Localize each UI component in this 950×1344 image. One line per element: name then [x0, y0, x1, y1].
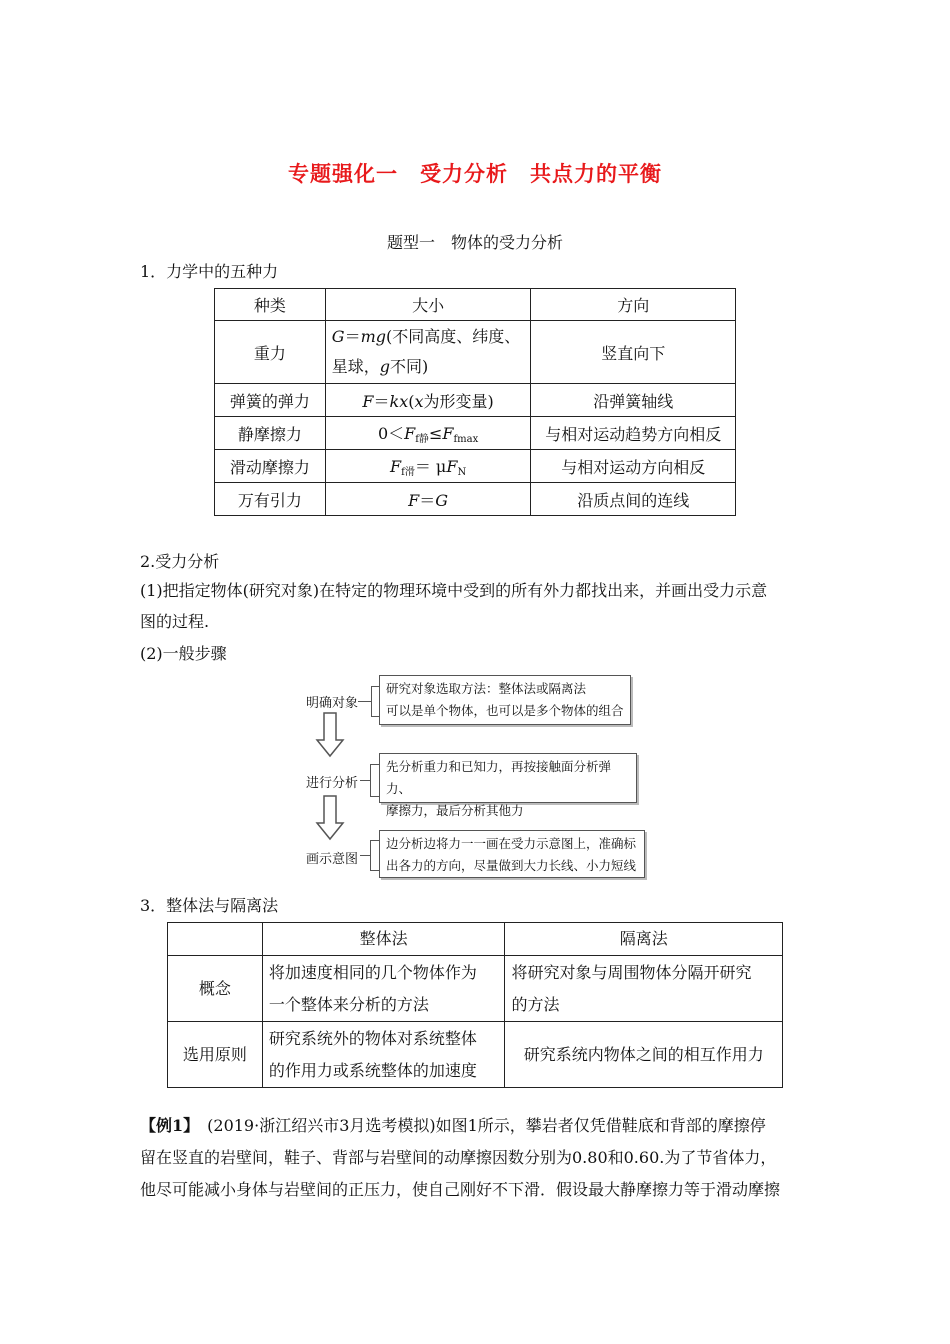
header-cell: 整体法 — [262, 923, 505, 956]
method-row-name: 选用原则 — [168, 1022, 263, 1088]
flow-step-label: 明确对象 — [306, 696, 359, 711]
force-direction: 沿质点间的连线 — [531, 483, 736, 516]
force-size: $F_{f滑}= \mu F_N$ — [325, 450, 531, 483]
page-title: 专题强化一 受力分析 共点力的平衡 — [288, 161, 662, 186]
flow-step-box: 边分析边将力一一画在受力示意图上，准确标 出各力的方向，尽量做到大力长线、小力短线 — [379, 830, 645, 878]
section3-heading: 3．整体法与隔离法 — [140, 896, 279, 915]
header-cell: 隔离法 — [505, 923, 783, 956]
force-kind: 静摩擦力 — [215, 417, 326, 450]
section2-paragraph-line: (1)把指定物体(研究对象)在特定的物理环境中受到的所有外力都找出来，并画出受力示意 — [140, 581, 768, 600]
isolation-method-cell: 研究系统内物体之间的相互作用力 — [505, 1022, 783, 1088]
section2-paragraph-line: 图的过程. — [140, 612, 210, 631]
force-kind: 弹簧的弹力 — [215, 384, 326, 417]
table-row — [168, 1022, 783, 1088]
table-row — [215, 417, 736, 450]
example-paragraph: 【例1】 (2019·浙江绍兴市3月选考模拟)如图1所示，攀岩者仅凭借鞋底和背部的摩擦停 留在竖直的岩壁间，鞋子、背部与岩壁间的动摩擦因数分别为0.80和0.60.为了节省体力， 他尽可能减小身体与岩壁间的正压力，使自己刚好不下滑．假设最大静摩擦力等于滑动摩擦 — [140, 1116, 781, 1199]
flow-step-label: 画示意图 — [306, 852, 359, 867]
section-subtitle: 题型一 物体的受力分析 — [386, 233, 563, 252]
five-forces-table — [214, 288, 736, 516]
down-arrow-icon — [315, 795, 345, 841]
force-direction: 与相对运动方向相反 — [531, 450, 736, 483]
force-kind: 万有引力 — [215, 483, 326, 516]
force-direction: 与相对运动趋势方向相反 — [531, 417, 736, 450]
down-arrow-icon — [315, 712, 345, 758]
table-row — [215, 483, 736, 516]
table-row — [215, 384, 736, 417]
isolation-method-cell: 将研究对象与周围物体分隔开研究 的方法 — [505, 956, 783, 1022]
header-cell: 方向 — [531, 289, 736, 321]
header-cell — [168, 923, 263, 956]
table-row — [215, 321, 736, 384]
force-size: $0<F_{f静}\le F_{fmax}$ — [325, 417, 531, 450]
whole-method-cell: 研究系统外的物体对系统整体 的作用力或系统整体的加速度 — [262, 1022, 505, 1088]
header-cell: 种类 — [215, 289, 326, 321]
section2-heading: 2.受力分析 — [140, 552, 220, 571]
force-direction: 沿弹簧轴线 — [531, 384, 736, 417]
force-kind: 滑动摩擦力 — [215, 450, 326, 483]
table-row — [215, 450, 736, 483]
example-tag: 【例1】 — [140, 1116, 192, 1135]
table-header-row — [168, 923, 783, 956]
force-direction: 竖直向下 — [531, 321, 736, 384]
table-row — [168, 956, 783, 1022]
steps-heading: (2)一般步骤 — [140, 644, 227, 663]
section1-heading: 1．力学中的五种力 — [140, 262, 279, 281]
force-size: F＝G — [325, 483, 531, 516]
method-row-name: 概念 — [168, 956, 263, 1022]
header-cell: 大小 — [325, 289, 531, 321]
flow-step-label: 进行分析 — [306, 776, 359, 791]
force-size: F＝kx(x为形变量) — [325, 384, 531, 417]
flow-step-box: 先分析重力和已知力，再按接触面分析弹力、 摩擦力，最后分析其他力 — [379, 753, 637, 803]
table-header-row — [215, 289, 736, 321]
force-size: G＝mg(不同高度、纬度、 星球，g不同) — [325, 321, 531, 384]
force-kind: 重力 — [215, 321, 326, 384]
flow-step-box: 研究对象选取方法：整体法或隔离法 可以是单个物体，也可以是多个物体的组合 — [379, 675, 631, 725]
method-table — [167, 922, 783, 1088]
whole-method-cell: 将加速度相同的几个物体作为 一个整体来分析的方法 — [262, 956, 505, 1022]
